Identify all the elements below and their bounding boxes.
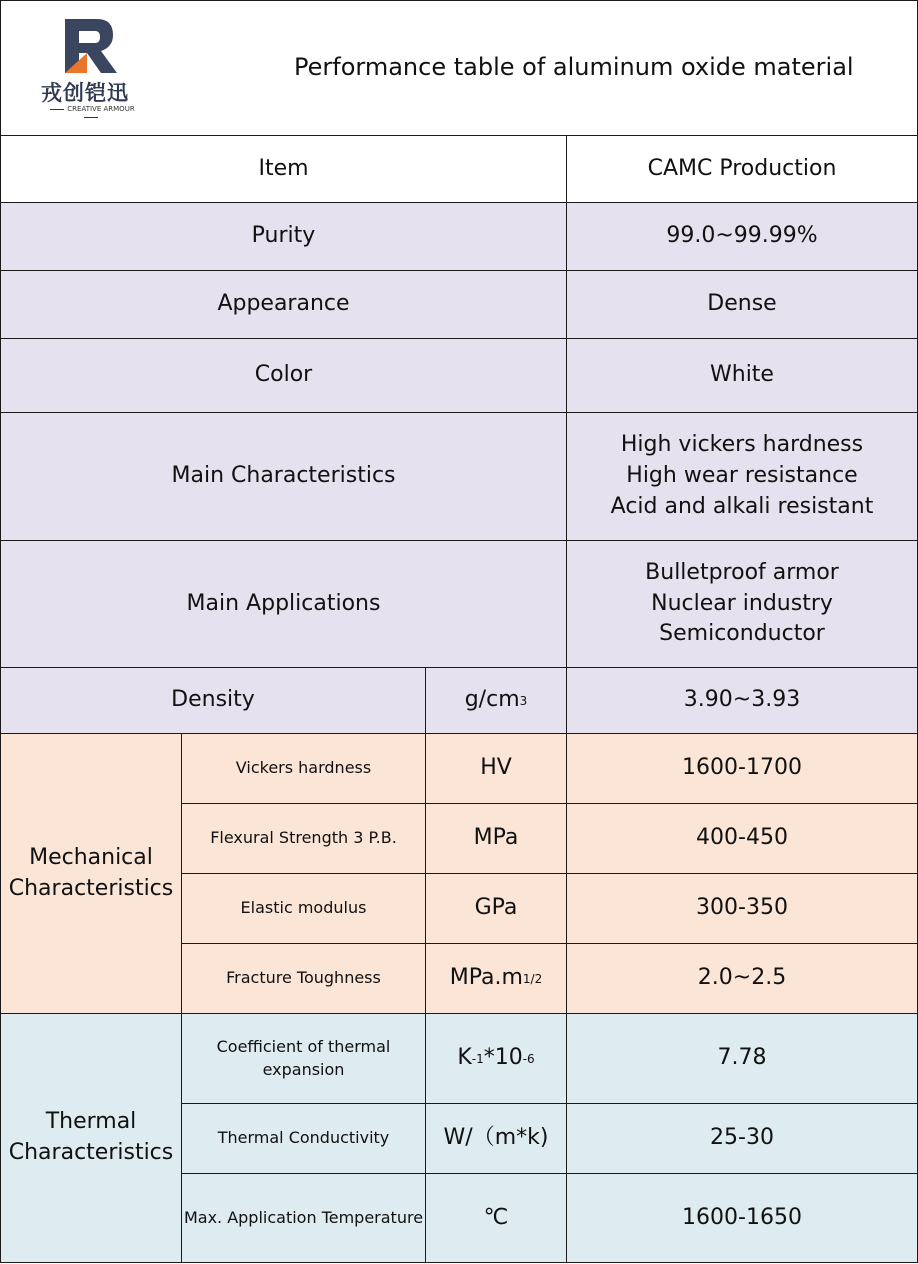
logo-r-icon [39,17,143,77]
mechanical-item-value: 1600-1700 [566,733,918,804]
mechanical-item-name: Flexural Strength 3 P.B. [181,803,426,874]
thermal-item-name [181,1013,426,1104]
logo-chinese-text: 戎创铠迅 [41,81,129,105]
thermal-label-line: Characteristics [8,1140,174,1165]
unit-text: K [457,1045,472,1071]
thermal-item-unit: W/（m*k) [425,1103,567,1174]
thermal-name-line: Coefficient of thermal [216,1037,391,1057]
thermal-item-unit: ℃ [425,1173,567,1263]
thermal-name-line: expansion [262,1059,345,1079]
characteristic-item: High wear resistance [626,463,858,489]
thermal-item-value: 1600-1650 [566,1173,918,1263]
mechanical-item-unit: MPa.m 1/2 [425,943,567,1014]
characteristic-item: High vickers hardness [620,432,864,458]
mechanical-item-unit: GPa [425,873,567,944]
mechanical-label-line: Mechanical [29,844,153,870]
column-header-production: CAMC Production [566,135,918,203]
unit-text: MPa.m [449,965,523,991]
characteristics-label: Main Characteristics [0,412,567,541]
thermal-item-value: 7.78 [566,1013,918,1104]
applications-values [566,540,918,668]
unit-text: *10 [483,1045,523,1071]
thermal-item-unit: K -1 *10 -6 [425,1013,567,1104]
sheet-header [0,0,918,136]
density-unit: g/cm 3 [425,667,567,734]
mechanical-item-value: 300-350 [566,873,918,944]
applications-label: Main Applications [0,540,567,668]
thermal-group-label [0,1013,182,1263]
thermal-item-name: Thermal Conductivity [181,1103,426,1174]
thermal-label-line: Thermal [45,1109,137,1135]
application-item: Bulletproof armor [645,559,839,585]
characteristics-values [566,412,918,541]
mechanical-group-label [0,733,182,1014]
thermal-item-name: Max. Application Temperature [181,1173,426,1263]
mechanical-item-name: Elastic modulus [181,873,426,944]
mechanical-label-line: Characteristics [8,875,174,901]
company-logo [39,17,143,117]
color-value: White [566,338,918,413]
mechanical-item-value: 2.0~2.5 [566,943,918,1014]
mechanical-item-value: 400-450 [566,803,918,874]
density-value: 3.90~3.93 [566,667,918,734]
thermal-item-value: 25-30 [566,1103,918,1174]
mechanical-item-name: Vickers hardness [181,733,426,804]
application-item: Semiconductor [659,621,825,647]
purity-label: Purity [0,202,567,271]
appearance-label: Appearance [0,270,567,339]
density-unit-text: g/cm [464,687,520,713]
color-label: Color [0,338,567,413]
density-label: Density [0,667,426,734]
logo-english-text: CREATIVE ARMOUR [41,105,141,121]
page-title: Performance table of aluminum oxide material [294,53,854,81]
mechanical-item-unit: MPa [425,803,567,874]
application-item: Nuclear industry [651,590,833,616]
characteristic-item: Acid and alkali resistant [610,493,874,519]
mechanical-item-unit: HV [425,733,567,804]
appearance-value: Dense [566,270,918,339]
purity-value: 99.0~99.99% [566,202,918,271]
mechanical-item-name: Fracture Toughness [181,943,426,1014]
column-header-item: Item [0,135,567,203]
